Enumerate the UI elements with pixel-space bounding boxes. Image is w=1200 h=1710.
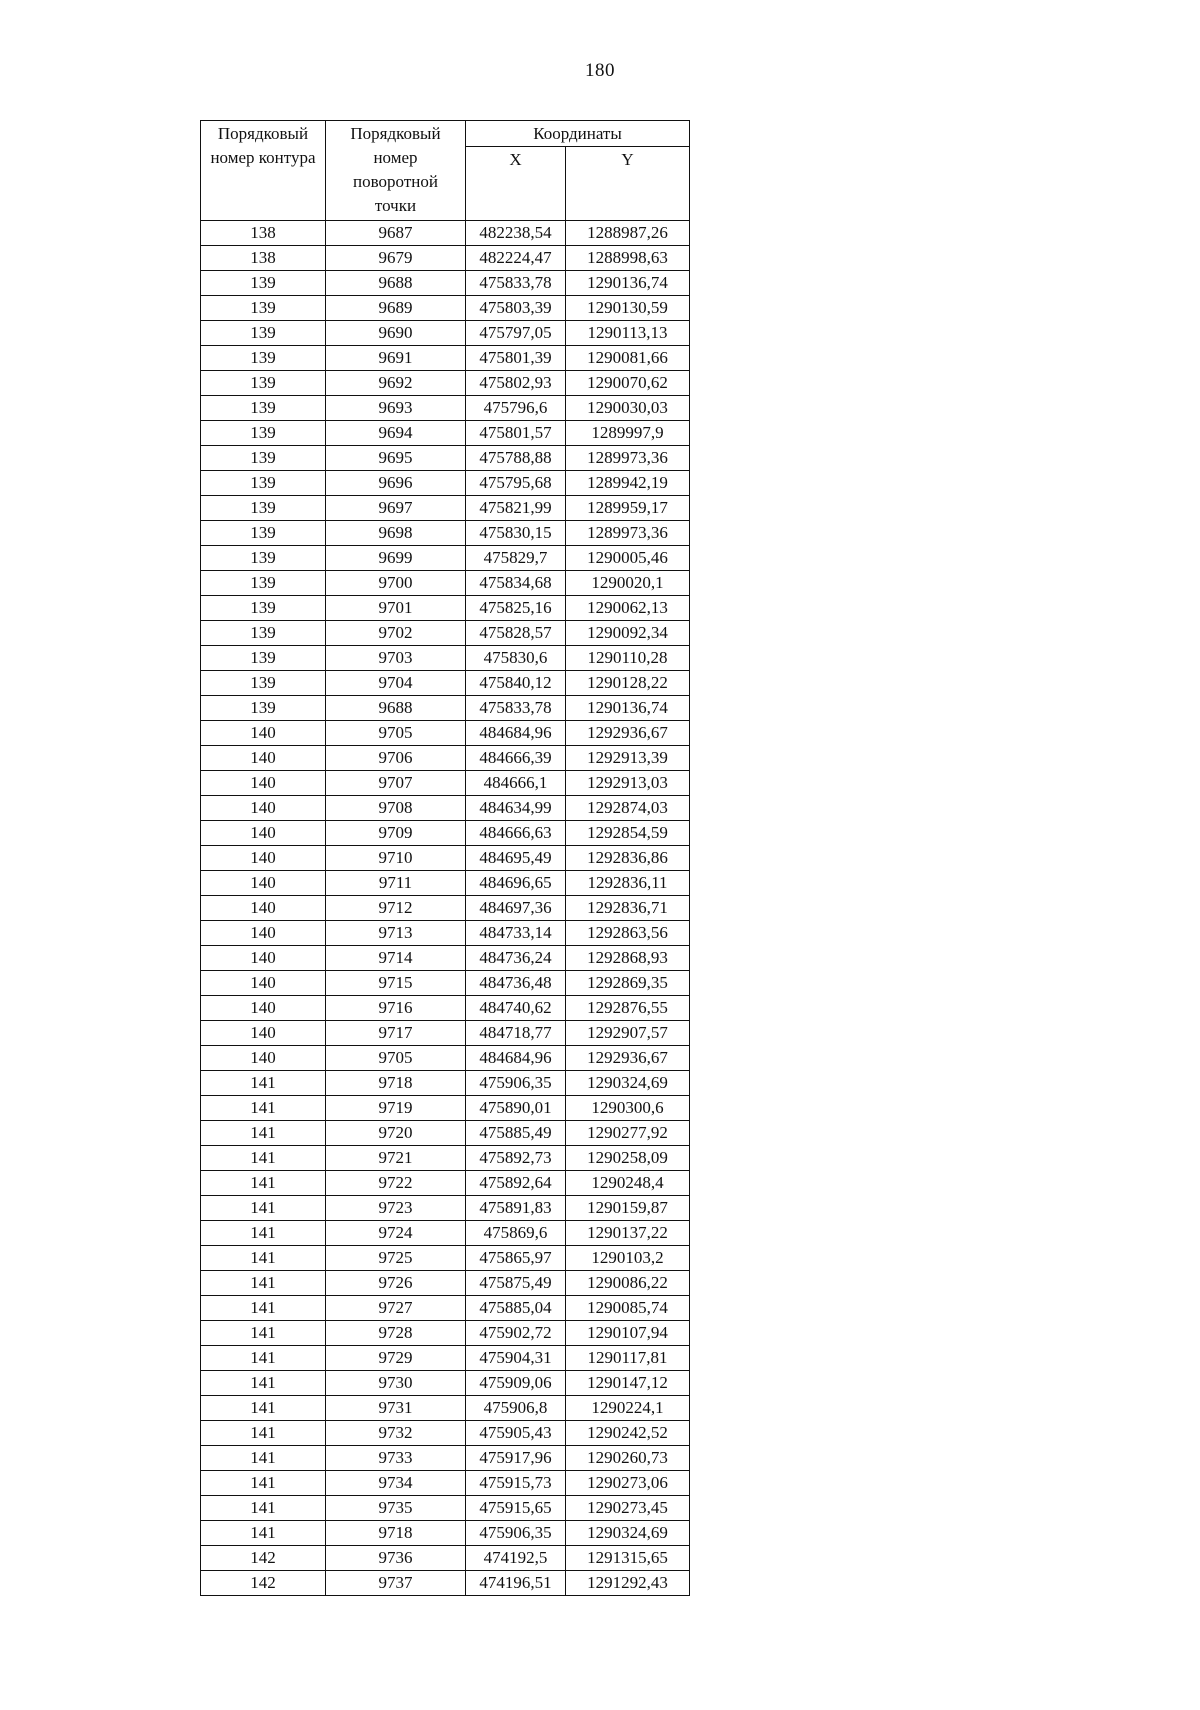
cell-point-number: 9729	[326, 1346, 466, 1371]
cell-y: 1290324,69	[566, 1071, 690, 1096]
cell-x: 475821,99	[466, 496, 566, 521]
cell-point-number: 9691	[326, 346, 466, 371]
table-row	[201, 371, 690, 396]
cell-point-number: 9736	[326, 1546, 466, 1571]
cell-point-number: 9718	[326, 1071, 466, 1096]
table-row	[201, 1521, 690, 1546]
cell-x: 475904,31	[466, 1346, 566, 1371]
table-row	[201, 396, 690, 421]
cell-point-number: 9697	[326, 496, 466, 521]
cell-point-number: 9715	[326, 971, 466, 996]
cell-y: 1290030,03	[566, 396, 690, 421]
table-row	[201, 1471, 690, 1496]
table-row	[201, 1246, 690, 1271]
cell-contour-number: 139	[201, 396, 326, 421]
cell-y: 1291292,43	[566, 1571, 690, 1596]
cell-contour-number: 140	[201, 896, 326, 921]
cell-x: 475830,6	[466, 646, 566, 671]
table-row	[201, 621, 690, 646]
cell-contour-number: 139	[201, 471, 326, 496]
cell-point-number: 9717	[326, 1021, 466, 1046]
cell-y: 1292936,67	[566, 1046, 690, 1071]
cell-x: 484666,63	[466, 821, 566, 846]
cell-y: 1289973,36	[566, 446, 690, 471]
cell-x: 484634,99	[466, 796, 566, 821]
table-row	[201, 671, 690, 696]
cell-y: 1292876,55	[566, 996, 690, 1021]
table-row	[201, 1296, 690, 1321]
page-number: 180	[585, 60, 615, 81]
table-row	[201, 971, 690, 996]
cell-y: 1289973,36	[566, 521, 690, 546]
cell-x: 475801,57	[466, 421, 566, 446]
cell-contour-number: 141	[201, 1171, 326, 1196]
table-row	[201, 846, 690, 871]
cell-y: 1292913,03	[566, 771, 690, 796]
cell-point-number: 9709	[326, 821, 466, 846]
cell-x: 484684,96	[466, 721, 566, 746]
cell-x: 484684,96	[466, 1046, 566, 1071]
cell-x: 475917,96	[466, 1446, 566, 1471]
cell-contour-number: 138	[201, 246, 326, 271]
cell-point-number: 9702	[326, 621, 466, 646]
cell-x: 475834,68	[466, 571, 566, 596]
cell-y: 1290273,45	[566, 1496, 690, 1521]
cell-x: 484740,62	[466, 996, 566, 1021]
cell-x: 475892,64	[466, 1171, 566, 1196]
cell-y: 1290277,92	[566, 1121, 690, 1146]
cell-x: 475892,73	[466, 1146, 566, 1171]
cell-contour-number: 140	[201, 871, 326, 896]
cell-point-number: 9724	[326, 1221, 466, 1246]
cell-contour-number: 139	[201, 271, 326, 296]
table-row	[201, 1071, 690, 1096]
cell-point-number: 9707	[326, 771, 466, 796]
cell-y: 1292836,86	[566, 846, 690, 871]
cell-contour-number: 141	[201, 1321, 326, 1346]
cell-point-number: 9694	[326, 421, 466, 446]
cell-x: 484666,1	[466, 771, 566, 796]
cell-contour-number: 142	[201, 1546, 326, 1571]
cell-contour-number: 141	[201, 1271, 326, 1296]
table-row	[201, 271, 690, 296]
cell-y: 1292907,57	[566, 1021, 690, 1046]
cell-contour-number: 138	[201, 221, 326, 246]
cell-y: 1290258,09	[566, 1146, 690, 1171]
cell-contour-number: 139	[201, 496, 326, 521]
cell-contour-number: 139	[201, 421, 326, 446]
cell-y: 1290273,06	[566, 1471, 690, 1496]
table-row	[201, 1221, 690, 1246]
table-row	[201, 421, 690, 446]
table-row	[201, 896, 690, 921]
cell-point-number: 9721	[326, 1146, 466, 1171]
cell-contour-number: 141	[201, 1471, 326, 1496]
table-row	[201, 1021, 690, 1046]
cell-x: 475803,39	[466, 296, 566, 321]
cell-contour-number: 141	[201, 1396, 326, 1421]
table-row	[201, 1446, 690, 1471]
cell-contour-number: 142	[201, 1571, 326, 1596]
table-row	[201, 446, 690, 471]
table-row	[201, 1346, 690, 1371]
cell-contour-number: 140	[201, 946, 326, 971]
cell-x: 475795,68	[466, 471, 566, 496]
table-row	[201, 571, 690, 596]
cell-x: 475833,78	[466, 271, 566, 296]
cell-y: 1290224,1	[566, 1396, 690, 1421]
cell-point-number: 9708	[326, 796, 466, 821]
cell-y: 1292854,59	[566, 821, 690, 846]
cell-point-number: 9692	[326, 371, 466, 396]
table-row	[201, 346, 690, 371]
cell-y: 1290159,87	[566, 1196, 690, 1221]
cell-point-number: 9710	[326, 846, 466, 871]
cell-contour-number: 139	[201, 571, 326, 596]
cell-x: 475865,97	[466, 1246, 566, 1271]
cell-x: 475788,88	[466, 446, 566, 471]
cell-x: 475797,05	[466, 321, 566, 346]
cell-y: 1290242,52	[566, 1421, 690, 1446]
cell-contour-number: 141	[201, 1296, 326, 1321]
cell-point-number: 9705	[326, 1046, 466, 1071]
cell-contour-number: 141	[201, 1221, 326, 1246]
cell-point-number: 9727	[326, 1296, 466, 1321]
cell-y: 1290107,94	[566, 1321, 690, 1346]
cell-point-number: 9720	[326, 1121, 466, 1146]
cell-y: 1290128,22	[566, 671, 690, 696]
cell-y: 1288998,63	[566, 246, 690, 271]
cell-x: 475875,49	[466, 1271, 566, 1296]
cell-contour-number: 139	[201, 371, 326, 396]
cell-y: 1289942,19	[566, 471, 690, 496]
cell-x: 475905,43	[466, 1421, 566, 1446]
cell-point-number: 9734	[326, 1471, 466, 1496]
cell-contour-number: 140	[201, 1021, 326, 1046]
cell-point-number: 9732	[326, 1421, 466, 1446]
cell-contour-number: 140	[201, 771, 326, 796]
table-row	[201, 721, 690, 746]
cell-point-number: 9719	[326, 1096, 466, 1121]
cell-point-number: 9688	[326, 696, 466, 721]
cell-contour-number: 140	[201, 821, 326, 846]
cell-y: 1292868,93	[566, 946, 690, 971]
cell-x: 475909,06	[466, 1371, 566, 1396]
cell-point-number: 9698	[326, 521, 466, 546]
table-row	[201, 1546, 690, 1571]
cell-contour-number: 141	[201, 1121, 326, 1146]
cell-point-number: 9699	[326, 546, 466, 571]
table-row	[201, 246, 690, 271]
cell-point-number: 9725	[326, 1246, 466, 1271]
cell-point-number: 9712	[326, 896, 466, 921]
cell-contour-number: 141	[201, 1146, 326, 1171]
cell-y: 1290324,69	[566, 1521, 690, 1546]
cell-x: 475829,7	[466, 546, 566, 571]
table-body	[201, 221, 690, 1596]
cell-x: 484666,39	[466, 746, 566, 771]
cell-contour-number: 141	[201, 1521, 326, 1546]
table-row	[201, 921, 690, 946]
cell-x: 475915,73	[466, 1471, 566, 1496]
cell-y: 1292836,71	[566, 896, 690, 921]
cell-contour-number: 140	[201, 1046, 326, 1071]
cell-x: 475833,78	[466, 696, 566, 721]
cell-contour-number: 139	[201, 671, 326, 696]
cell-x: 474196,51	[466, 1571, 566, 1596]
cell-contour-number: 139	[201, 346, 326, 371]
cell-point-number: 9690	[326, 321, 466, 346]
cell-x: 484697,36	[466, 896, 566, 921]
table-row	[201, 1196, 690, 1221]
cell-contour-number: 140	[201, 921, 326, 946]
table-row	[201, 771, 690, 796]
cell-y: 1290117,81	[566, 1346, 690, 1371]
cell-x: 475801,39	[466, 346, 566, 371]
cell-point-number: 9714	[326, 946, 466, 971]
cell-point-number: 9718	[326, 1521, 466, 1546]
cell-contour-number: 139	[201, 296, 326, 321]
cell-contour-number: 141	[201, 1371, 326, 1396]
table-header	[201, 121, 690, 221]
cell-point-number: 9700	[326, 571, 466, 596]
cell-contour-number: 141	[201, 1446, 326, 1471]
cell-contour-number: 139	[201, 696, 326, 721]
cell-point-number: 9705	[326, 721, 466, 746]
table-row	[201, 1046, 690, 1071]
cell-y: 1290137,22	[566, 1221, 690, 1246]
table-row	[201, 321, 690, 346]
cell-contour-number: 141	[201, 1071, 326, 1096]
cell-x: 475906,35	[466, 1071, 566, 1096]
cell-x: 484718,77	[466, 1021, 566, 1046]
cell-x: 475902,72	[466, 1321, 566, 1346]
cell-y: 1290110,28	[566, 646, 690, 671]
table-row	[201, 871, 690, 896]
cell-y: 1292936,67	[566, 721, 690, 746]
cell-y: 1289997,9	[566, 421, 690, 446]
cell-contour-number: 139	[201, 621, 326, 646]
table-row	[201, 696, 690, 721]
table-row	[201, 1421, 690, 1446]
table-row	[201, 546, 690, 571]
cell-contour-number: 140	[201, 996, 326, 1021]
cell-point-number: 9713	[326, 921, 466, 946]
cell-x: 482224,47	[466, 246, 566, 271]
cell-x: 475802,93	[466, 371, 566, 396]
table-row	[201, 746, 690, 771]
table-row	[201, 1171, 690, 1196]
cell-point-number: 9726	[326, 1271, 466, 1296]
header-contour-number: Порядковый номер контура	[201, 121, 326, 221]
cell-point-number: 9704	[326, 671, 466, 696]
cell-y: 1290092,34	[566, 621, 690, 646]
cell-contour-number: 141	[201, 1421, 326, 1446]
cell-contour-number: 140	[201, 721, 326, 746]
table-row	[201, 946, 690, 971]
cell-y: 1290136,74	[566, 271, 690, 296]
table-row	[201, 996, 690, 1021]
cell-x: 475830,15	[466, 521, 566, 546]
cell-y: 1291315,65	[566, 1546, 690, 1571]
cell-x: 475825,16	[466, 596, 566, 621]
cell-y: 1290248,4	[566, 1171, 690, 1196]
cell-contour-number: 139	[201, 596, 326, 621]
cell-point-number: 9737	[326, 1571, 466, 1596]
cell-y: 1288987,26	[566, 221, 690, 246]
cell-y: 1290147,12	[566, 1371, 690, 1396]
cell-y: 1292913,39	[566, 746, 690, 771]
cell-y: 1290086,22	[566, 1271, 690, 1296]
cell-contour-number: 140	[201, 796, 326, 821]
cell-x: 484695,49	[466, 846, 566, 871]
cell-point-number: 9722	[326, 1171, 466, 1196]
cell-y: 1290081,66	[566, 346, 690, 371]
cell-y: 1289959,17	[566, 496, 690, 521]
table-row	[201, 796, 690, 821]
cell-x: 484736,48	[466, 971, 566, 996]
cell-point-number: 9706	[326, 746, 466, 771]
cell-contour-number: 139	[201, 446, 326, 471]
cell-contour-number: 140	[201, 971, 326, 996]
cell-y: 1290113,13	[566, 321, 690, 346]
cell-x: 475885,04	[466, 1296, 566, 1321]
table-row	[201, 1496, 690, 1521]
header-y: Y	[566, 147, 690, 221]
cell-y: 1292836,11	[566, 871, 690, 896]
table-row	[201, 596, 690, 621]
table-row	[201, 1146, 690, 1171]
cell-point-number: 9735	[326, 1496, 466, 1521]
cell-y: 1290136,74	[566, 696, 690, 721]
coordinates-table	[200, 120, 690, 1596]
cell-y: 1290070,62	[566, 371, 690, 396]
cell-contour-number: 139	[201, 321, 326, 346]
cell-x: 475915,65	[466, 1496, 566, 1521]
cell-x: 474192,5	[466, 1546, 566, 1571]
cell-y: 1290130,59	[566, 296, 690, 321]
cell-y: 1290085,74	[566, 1296, 690, 1321]
table-row	[201, 1371, 690, 1396]
cell-point-number: 9703	[326, 646, 466, 671]
cell-point-number: 9701	[326, 596, 466, 621]
cell-point-number: 9689	[326, 296, 466, 321]
table-row	[201, 1271, 690, 1296]
cell-y: 1290260,73	[566, 1446, 690, 1471]
cell-point-number: 9687	[326, 221, 466, 246]
cell-y: 1290300,6	[566, 1096, 690, 1121]
cell-x: 484736,24	[466, 946, 566, 971]
cell-y: 1292869,35	[566, 971, 690, 996]
cell-contour-number: 141	[201, 1246, 326, 1271]
table-row	[201, 1571, 690, 1596]
table-row	[201, 646, 690, 671]
table-row	[201, 821, 690, 846]
header-coordinates: Координаты	[466, 121, 690, 147]
table-row	[201, 1321, 690, 1346]
table-row	[201, 521, 690, 546]
cell-point-number: 9688	[326, 271, 466, 296]
cell-y: 1290020,1	[566, 571, 690, 596]
cell-contour-number: 141	[201, 1496, 326, 1521]
cell-contour-number: 139	[201, 546, 326, 571]
cell-contour-number: 140	[201, 746, 326, 771]
cell-contour-number: 139	[201, 646, 326, 671]
header-x: X	[466, 147, 566, 221]
cell-x: 475906,35	[466, 1521, 566, 1546]
cell-x: 475840,12	[466, 671, 566, 696]
cell-y: 1290062,13	[566, 596, 690, 621]
cell-contour-number: 139	[201, 521, 326, 546]
cell-point-number: 9696	[326, 471, 466, 496]
cell-y: 1290103,2	[566, 1246, 690, 1271]
cell-contour-number: 141	[201, 1346, 326, 1371]
header-point-number: Порядковый номер поворотной точки	[326, 121, 466, 221]
table-row	[201, 296, 690, 321]
cell-x: 475869,6	[466, 1221, 566, 1246]
cell-x: 475796,6	[466, 396, 566, 421]
cell-point-number: 9730	[326, 1371, 466, 1396]
table-row	[201, 471, 690, 496]
cell-point-number: 9723	[326, 1196, 466, 1221]
cell-point-number: 9711	[326, 871, 466, 896]
table-row	[201, 496, 690, 521]
cell-point-number: 9733	[326, 1446, 466, 1471]
cell-point-number: 9728	[326, 1321, 466, 1346]
cell-point-number: 9679	[326, 246, 466, 271]
cell-x: 482238,54	[466, 221, 566, 246]
cell-x: 475828,57	[466, 621, 566, 646]
cell-y: 1292874,03	[566, 796, 690, 821]
cell-x: 475891,83	[466, 1196, 566, 1221]
cell-x: 484696,65	[466, 871, 566, 896]
cell-point-number: 9731	[326, 1396, 466, 1421]
cell-contour-number: 141	[201, 1196, 326, 1221]
cell-point-number: 9716	[326, 996, 466, 1021]
cell-x: 475890,01	[466, 1096, 566, 1121]
cell-contour-number: 140	[201, 846, 326, 871]
cell-point-number: 9693	[326, 396, 466, 421]
cell-contour-number: 141	[201, 1096, 326, 1121]
cell-x: 484733,14	[466, 921, 566, 946]
table-row	[201, 1396, 690, 1421]
cell-x: 475885,49	[466, 1121, 566, 1146]
cell-y: 1290005,46	[566, 546, 690, 571]
cell-x: 475906,8	[466, 1396, 566, 1421]
cell-point-number: 9695	[326, 446, 466, 471]
table-row	[201, 1121, 690, 1146]
table-row	[201, 221, 690, 246]
table-row	[201, 1096, 690, 1121]
cell-y: 1292863,56	[566, 921, 690, 946]
